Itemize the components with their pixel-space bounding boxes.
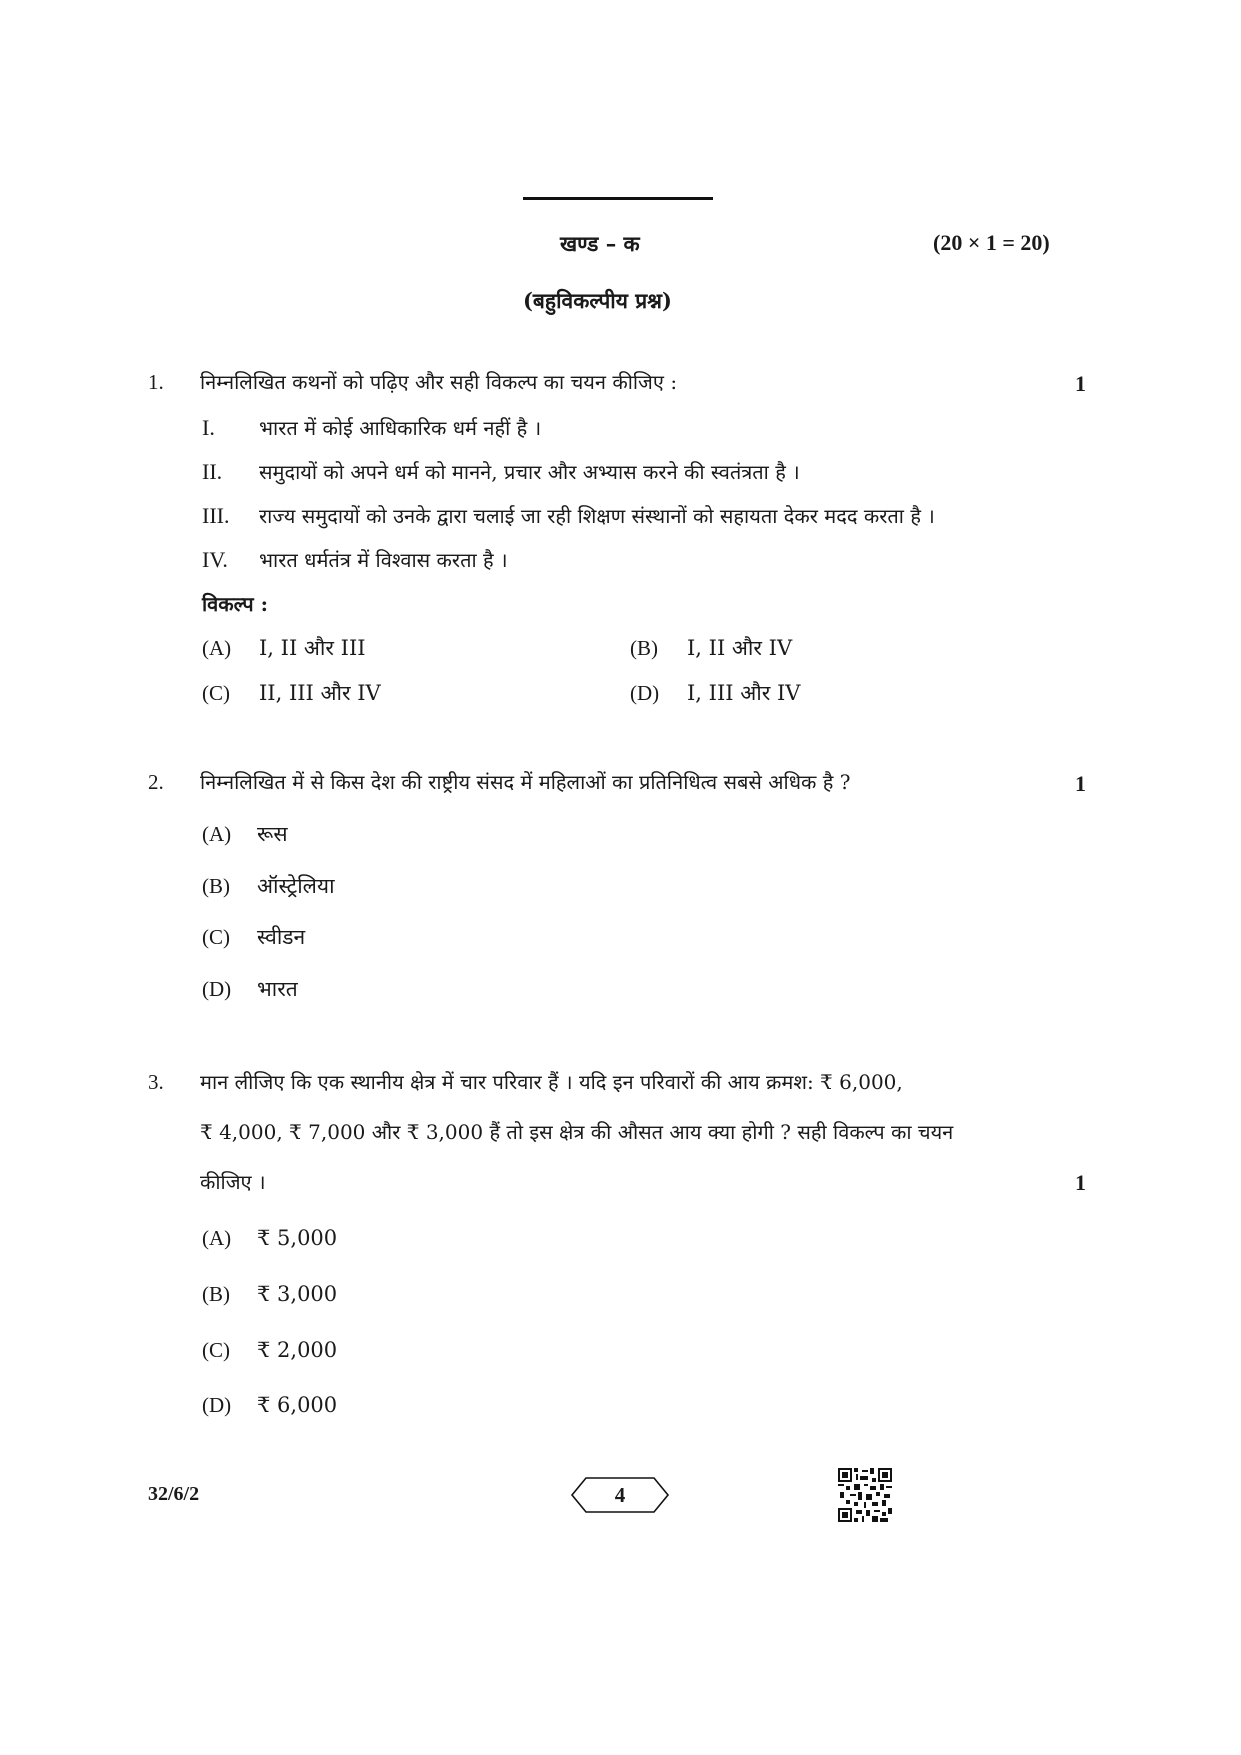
statement-label: IV. xyxy=(202,547,228,572)
question-3-marks: 1 xyxy=(1075,1170,1086,1195)
option-label: (C) xyxy=(202,681,230,705)
q2-option-c[interactable] xyxy=(202,923,305,951)
section-title: खण्ड – क xyxy=(560,231,640,256)
q3-option-a[interactable] xyxy=(202,1226,337,1251)
statement-label: III. xyxy=(202,503,230,528)
option-label: (D) xyxy=(202,1393,232,1417)
option-text: II, III और IV xyxy=(259,681,381,705)
option-label: (D) xyxy=(202,977,232,1001)
question-3-text-line-3: कीजिए । xyxy=(200,1170,266,1194)
statement-label: II. xyxy=(202,459,223,484)
option-label: (B) xyxy=(202,1282,230,1306)
q1-option-c[interactable] xyxy=(202,679,381,707)
option-text: रूस xyxy=(257,822,288,846)
option-text: I, II और IV xyxy=(687,636,793,660)
question-1-marks: 1 xyxy=(1075,371,1086,396)
statement-4 xyxy=(202,546,508,573)
q3-option-c[interactable] xyxy=(202,1338,337,1363)
options-heading: विकल्प : xyxy=(202,592,268,616)
q3-option-d[interactable] xyxy=(202,1393,337,1418)
section-marks-total: (20 × 1 = 20) xyxy=(933,230,1050,255)
option-label: (D) xyxy=(630,681,660,705)
option-label: (A) xyxy=(202,636,232,660)
question-3-text-line-1: मान लीजिए कि एक स्थानीय क्षेत्र में चार परिवार हैं । यदि इन परिवारों की आय क्रमश: ₹ 6,000, xyxy=(200,1070,903,1094)
option-label: (B) xyxy=(630,636,658,660)
question-2-number: 2. xyxy=(148,770,164,794)
statement-text: राज्य समुदायों को उनके द्वारा चलाई जा रही शिक्षण संस्थानों को सहायता देकर मदद करता है । xyxy=(259,504,935,528)
option-text: ₹ 3,000 xyxy=(257,1282,338,1306)
option-text: भारत xyxy=(257,977,298,1001)
section-subtitle: (बहुविकल्पीय प्रश्न) xyxy=(523,288,672,313)
qr-code-icon xyxy=(838,1468,892,1522)
page-number-badge xyxy=(570,1475,670,1515)
top-rule xyxy=(523,197,713,200)
option-text: ₹ 5,000 xyxy=(257,1226,338,1250)
option-text: ₹ 2,000 xyxy=(257,1338,338,1362)
q3-option-b[interactable] xyxy=(202,1282,337,1307)
question-2-marks: 1 xyxy=(1075,771,1086,796)
option-label: (C) xyxy=(202,1338,230,1362)
q1-option-a[interactable] xyxy=(202,634,366,662)
question-2-text: निम्नलिखित में से किस देश की राष्ट्रीय संसद में महिलाओं का प्रतिनिधित्व सबसे अधिक है ? xyxy=(200,770,851,794)
option-text: स्वीडन xyxy=(257,925,306,949)
statement-text: समुदायों को अपने धर्म को मानने, प्रचार और अभ्यास करने की स्वतंत्रता है । xyxy=(259,460,800,484)
paper-code: 32/6/2 xyxy=(148,1483,200,1505)
option-label: (C) xyxy=(202,925,230,949)
option-label: (B) xyxy=(202,874,230,898)
option-label: (A) xyxy=(202,1226,232,1250)
statement-3 xyxy=(202,502,935,529)
q2-option-b[interactable] xyxy=(202,872,335,900)
q2-option-d[interactable] xyxy=(202,975,298,1003)
page-number: 4 xyxy=(614,1483,626,1507)
statement-label: I. xyxy=(202,415,215,440)
option-text: I, III और IV xyxy=(687,681,801,705)
statement-text: भारत धर्मतंत्र में विश्वास करता है । xyxy=(259,548,508,572)
option-text: ₹ 6,000 xyxy=(257,1393,338,1417)
option-label: (A) xyxy=(202,822,232,846)
q1-option-b[interactable] xyxy=(630,634,792,662)
q1-option-d[interactable] xyxy=(630,679,800,707)
question-1-text: निम्नलिखित कथनों को पढ़िए और सही विकल्प का चयन कीजिए : xyxy=(200,370,678,394)
question-1-number: 1. xyxy=(148,370,164,394)
option-text: ऑस्ट्रेलिया xyxy=(257,874,335,898)
question-3-number: 3. xyxy=(148,1070,164,1094)
statement-2 xyxy=(202,458,800,485)
q2-option-a[interactable] xyxy=(202,820,288,848)
option-text: I, II और III xyxy=(259,636,366,660)
statement-text: भारत में कोई आधिकारिक धर्म नहीं है । xyxy=(259,416,542,440)
question-3-text-line-2: ₹ 4,000, ₹ 7,000 और ₹ 3,000 हैं तो इस क्षेत्र की औसत आय क्या होगी ? सही विकल्प का चयन xyxy=(200,1120,954,1144)
statement-1 xyxy=(202,414,541,441)
